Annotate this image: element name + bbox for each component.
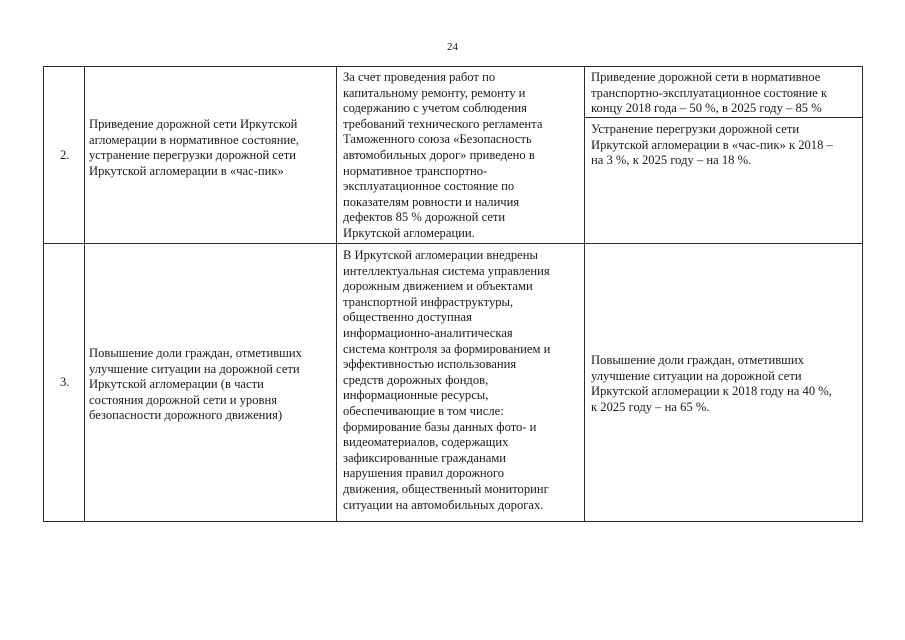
row-number: 2. xyxy=(60,148,70,162)
text-line: Устранение перегрузки дорожной сети xyxy=(591,122,800,136)
text-line: агломерации в нормативное состояние, xyxy=(89,132,299,147)
text-line: Повышение доли граждан, отметивших xyxy=(89,346,302,360)
text-line: устранение перегрузки дорожной сети xyxy=(89,148,296,163)
text-line: нормативное транспортно- xyxy=(343,163,488,178)
text-line: Иркутской агломерации в «час-пик» xyxy=(89,163,284,178)
text-line: движения, общественный мониторинг xyxy=(343,481,549,496)
text-line: безопасности дорожного движения) xyxy=(89,408,283,423)
text-line: интеллектуальная система управления xyxy=(343,263,550,278)
text-line: концу 2018 года – 50 %, в 2025 году – 85 % xyxy=(591,101,822,116)
text-line: Иркутской агломерации к 2018 году на 40 %, xyxy=(591,384,832,399)
text-line: информационно-аналитическая xyxy=(343,325,513,340)
text-line: состояния дорожной сети и уровня xyxy=(89,392,277,407)
indicator-cell xyxy=(591,122,833,169)
page-number: 24 xyxy=(447,41,458,53)
text-line: требований технического регламента xyxy=(343,116,543,131)
text-line: формирование базы данных фото- и xyxy=(343,419,537,434)
text-line: ситуации на автомобильных дорогах. xyxy=(343,497,544,512)
text-line: к 2025 году – на 65 %. xyxy=(591,399,710,414)
text-line: на 3 %, к 2025 году – на 18 %. xyxy=(591,153,752,168)
row-divider xyxy=(43,243,863,244)
text-line: общественно доступная xyxy=(343,310,472,325)
indicator-cell xyxy=(591,353,832,415)
text-line: обеспечивающие в том числе: xyxy=(343,403,504,418)
text-line: дорожным движением и объектами xyxy=(343,279,533,294)
text-line: Приведение дорожной сети Иркутской xyxy=(89,117,298,131)
text-line: содержанию с учетом соблюдения xyxy=(343,101,527,116)
text-line: Приведение дорожной сети в нормативное xyxy=(591,70,821,84)
text-line: показателям ровности и наличия xyxy=(343,194,520,209)
table-top-border xyxy=(43,66,863,67)
row-number: 3. xyxy=(60,375,70,389)
result-cell xyxy=(343,70,542,242)
text-line: зафиксированные гражданами xyxy=(343,450,507,465)
text-line: система контроля за формированием и xyxy=(343,341,551,356)
text-line: В Иркутской агломерации внедрены xyxy=(343,248,538,262)
table-right-border xyxy=(862,66,863,521)
text-line: Повышение доли граждан, отметивших xyxy=(591,353,804,367)
goal-cell xyxy=(89,117,299,179)
text-line: информационные ресурсы, xyxy=(343,388,489,403)
text-line: Иркутской агломерации (в части xyxy=(89,377,264,392)
text-line: нарушения правил дорожного xyxy=(343,466,505,481)
text-line: За счет проведения работ по xyxy=(343,70,496,84)
text-line: эффективностью использования xyxy=(343,357,517,372)
result-cell xyxy=(343,248,550,513)
indicator-cell xyxy=(591,70,827,117)
column-divider xyxy=(336,66,337,521)
text-line: Иркутской агломерации в «час-пик» к 2018 – xyxy=(591,137,833,152)
text-line: средств дорожных фондов, xyxy=(343,372,489,387)
text-line: видеоматериалов, содержащих xyxy=(343,435,509,450)
text-line: эксплуатационное состояние по xyxy=(343,179,515,194)
text-line: транспортно-эксплуатационное состояние к xyxy=(591,85,827,100)
text-line: улучшение ситуации на дорожной сети xyxy=(591,368,802,383)
text-line: Таможенного союза «Безопасность xyxy=(343,132,532,147)
text-line: капитальному ремонту, ремонту и xyxy=(343,85,526,100)
text-line: транспортной инфраструктуры, xyxy=(343,294,514,309)
text-line: улучшение ситуации на дорожной сети xyxy=(89,361,300,376)
text-line: автомобильных дорог» приведено в xyxy=(343,147,535,162)
indicator-divider xyxy=(584,117,863,118)
goal-cell xyxy=(89,346,302,424)
column-divider xyxy=(584,66,585,521)
table-bottom-border xyxy=(43,521,863,522)
text-line: дефектов 85 % дорожной сети xyxy=(343,210,506,225)
text-line: Иркутской агломерации. xyxy=(343,225,475,240)
column-divider xyxy=(84,66,85,521)
table-left-border xyxy=(43,66,44,521)
